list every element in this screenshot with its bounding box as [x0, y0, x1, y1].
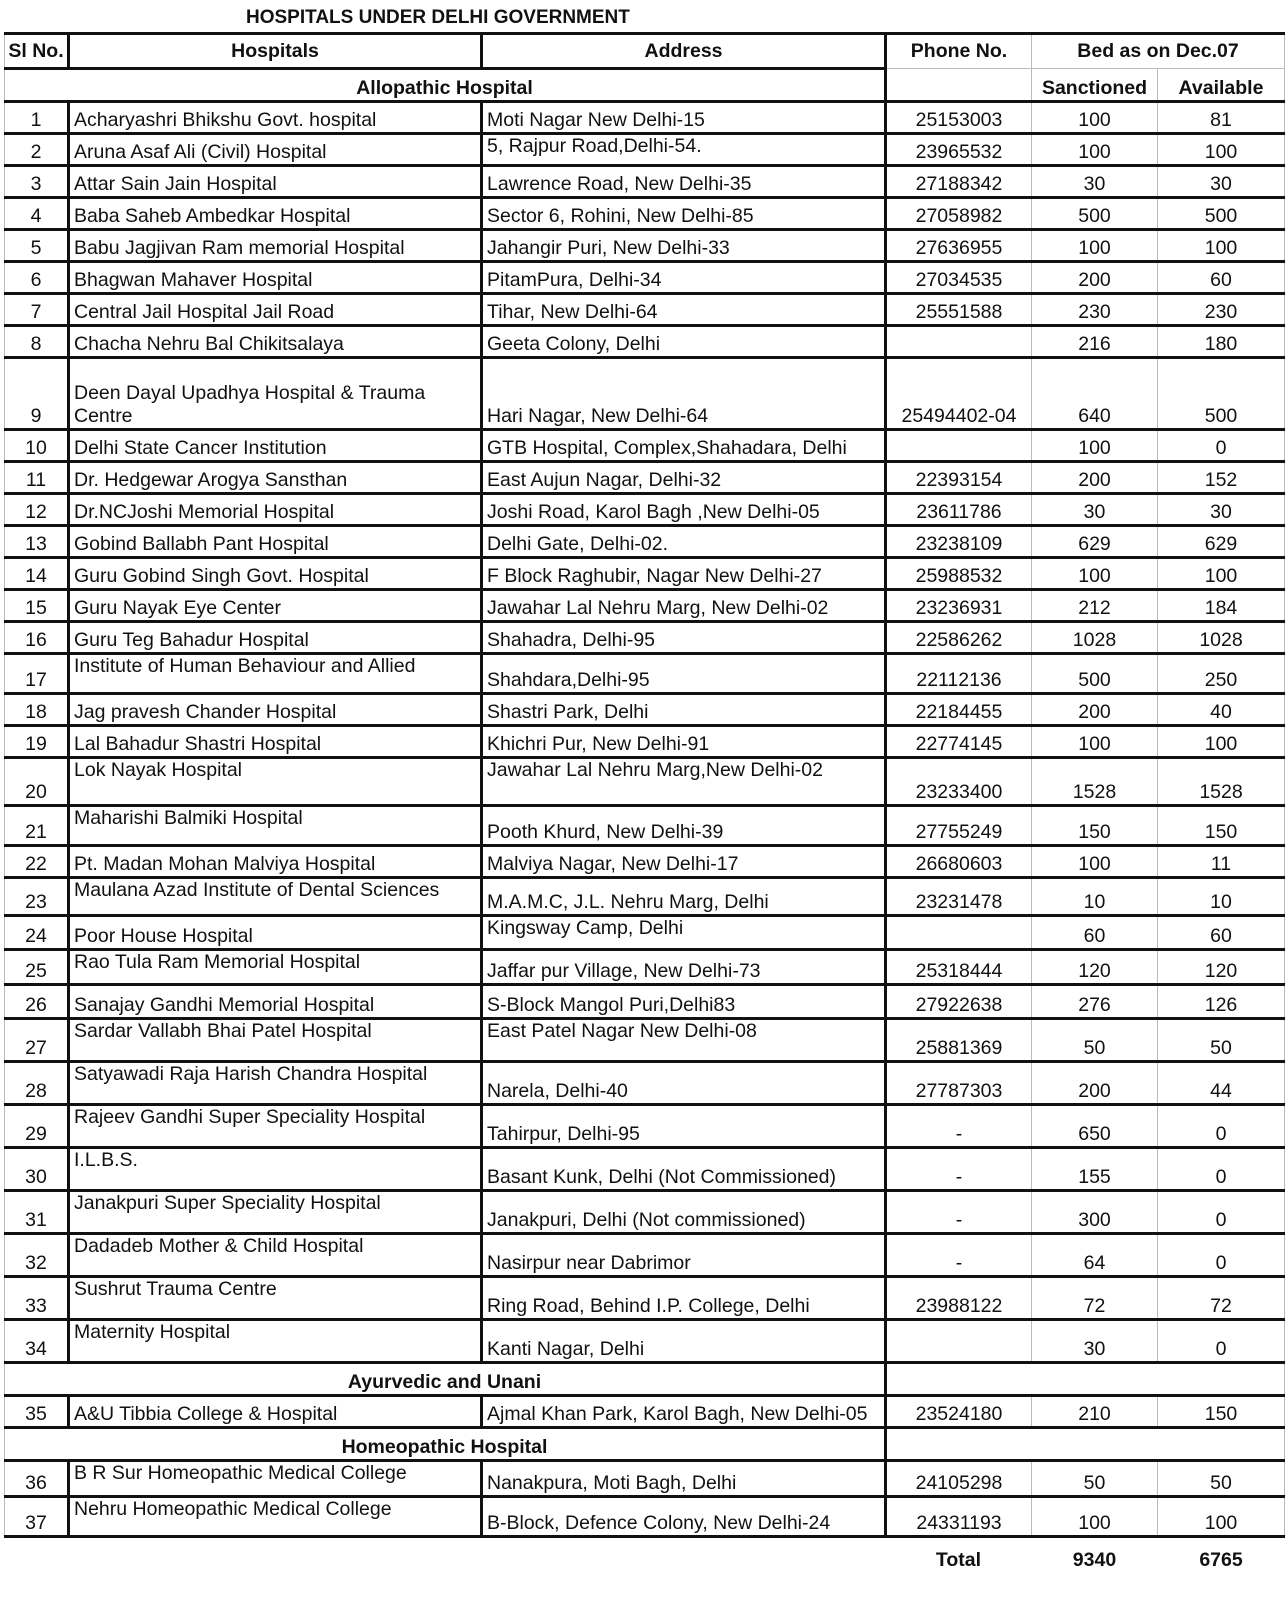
row-phone: 25551588 [886, 294, 1032, 326]
row-phone: 23238109 [886, 526, 1032, 558]
row-address: Khichri Pur, New Delhi-91 [482, 726, 886, 758]
table-row [5, 654, 1285, 694]
row-hospital-name: I.L.B.S. [69, 1148, 482, 1191]
row-address: Jawahar Lal Nehru Marg,New Delhi-02 [482, 758, 886, 806]
row-available: 0 [1158, 1105, 1285, 1148]
total-label: Total [935, 1549, 982, 1571]
row-sl: 28 [5, 1062, 69, 1105]
row-sanctioned: 200 [1032, 462, 1158, 494]
row-hospital-name: Dr.NCJoshi Memorial Hospital [69, 494, 482, 526]
row-sl: 15 [5, 590, 69, 622]
table-row [5, 1234, 1285, 1277]
row-hospital-name: Lok Nayak Hospital [69, 758, 482, 806]
row-sanctioned: 500 [1032, 654, 1158, 694]
row-phone: 23231478 [886, 878, 1032, 916]
phone-cell-empty [886, 69, 1032, 102]
row-sanctioned: 100 [1032, 846, 1158, 878]
row-hospital-name: Sushrut Trauma Centre [69, 1277, 482, 1320]
row-phone: - [886, 1148, 1032, 1191]
row-sl: 36 [5, 1461, 69, 1497]
row-address: Ring Road, Behind I.P. College, Delhi [482, 1277, 886, 1320]
row-sanctioned: 650 [1032, 1105, 1158, 1148]
row-available: 152 [1158, 462, 1285, 494]
row-available: 120 [1158, 950, 1285, 985]
row-hospital-name: Guru Teg Bahadur Hospital [69, 622, 482, 654]
row-address: Narela, Delhi-40 [482, 1062, 886, 1105]
page-title: HOSPITALS UNDER DELHI GOVERNMENT [246, 7, 630, 28]
row-address: East Patel Nagar New Delhi-08 [482, 1019, 886, 1062]
row-sanctioned: 640 [1032, 358, 1158, 430]
section-blank [886, 1363, 1285, 1396]
row-address: B-Block, Defence Colony, New Delhi-24 [482, 1497, 886, 1537]
section-row [5, 1363, 1285, 1396]
col-header-phone: Phone No. [886, 34, 1032, 69]
row-available: 100 [1158, 558, 1285, 590]
row-sanctioned: 1528 [1032, 758, 1158, 806]
row-hospital-name: Sardar Vallabh Bhai Patel Hospital [69, 1019, 482, 1062]
row-available: 0 [1158, 430, 1285, 462]
table-row [5, 230, 1285, 262]
row-sanctioned: 10 [1032, 878, 1158, 916]
row-hospital-name: Nehru Homeopathic Medical College [69, 1497, 482, 1537]
row-sl: 24 [5, 916, 69, 950]
row-phone: 24105298 [886, 1461, 1032, 1497]
row-address: GTB Hospital, Complex,Shahadara, Delhi [482, 430, 886, 462]
row-phone: 23611786 [886, 494, 1032, 526]
table-row [5, 1320, 1285, 1363]
row-hospital-name: Aruna Asaf Ali (Civil) Hospital [69, 134, 482, 166]
row-address: Tihar, New Delhi-64 [482, 294, 886, 326]
row-available: 250 [1158, 654, 1285, 694]
row-hospital-name: B R Sur Homeopathic Medical College [69, 1461, 482, 1497]
row-available: 10 [1158, 878, 1285, 916]
row-hospital-name: Satyawadi Raja Harish Chandra Hospital [69, 1062, 482, 1105]
row-sanctioned: 30 [1032, 494, 1158, 526]
row-phone: 27188342 [886, 166, 1032, 198]
row-phone: 23965532 [886, 134, 1032, 166]
row-phone: 23524180 [886, 1396, 1032, 1428]
row-available: 72 [1158, 1277, 1285, 1320]
row-hospital-name: Rajeev Gandhi Super Speciality Hospital [69, 1105, 482, 1148]
table-row [5, 950, 1285, 985]
row-sanctioned: 30 [1032, 166, 1158, 198]
row-sl: 21 [5, 806, 69, 846]
row-sl: 16 [5, 622, 69, 654]
row-sl: 3 [5, 166, 69, 198]
row-hospital-name: Dr. Hedgewar Arogya Sansthan [69, 462, 482, 494]
row-phone [886, 326, 1032, 358]
row-address: Shastri Park, Delhi [482, 694, 886, 726]
row-available: 184 [1158, 590, 1285, 622]
row-hospital-name: Attar Sain Jain Hospital [69, 166, 482, 198]
hospitals-table [4, 32, 1285, 1572]
col-header-address: Address [482, 34, 886, 69]
row-hospital-name: Dadadeb Mother & Child Hospital [69, 1234, 482, 1277]
row-available: 230 [1158, 294, 1285, 326]
row-phone: 27787303 [886, 1062, 1032, 1105]
row-sl: 23 [5, 878, 69, 916]
row-hospital-name: Acharyashri Bhikshu Govt. hospital [69, 102, 482, 134]
table-row [5, 262, 1285, 294]
table-row [5, 198, 1285, 230]
row-sanctioned: 1028 [1032, 622, 1158, 654]
table-row [5, 102, 1285, 134]
table-row [5, 558, 1285, 590]
row-available: 126 [1158, 985, 1285, 1019]
row-hospital-name: Guru Gobind Singh Govt. Hospital [69, 558, 482, 590]
table-row [5, 622, 1285, 654]
row-address: F Block Raghubir, Nagar New Delhi-27 [482, 558, 886, 590]
row-phone [886, 916, 1032, 950]
row-address: Lawrence Road, New Delhi-35 [482, 166, 886, 198]
section-label: Allopathic Hospital [5, 69, 886, 102]
row-address: Hari Nagar, New Delhi-64 [482, 358, 886, 430]
table-row [5, 1019, 1285, 1062]
row-sanctioned: 100 [1032, 134, 1158, 166]
row-available: 60 [1158, 262, 1285, 294]
row-sanctioned: 100 [1032, 726, 1158, 758]
row-hospital-name: Maternity Hospital [69, 1320, 482, 1363]
row-available: 1028 [1158, 622, 1285, 654]
row-sanctioned: 629 [1032, 526, 1158, 558]
row-address: 5, Rajpur Road,Delhi-54. [482, 134, 886, 166]
row-sl: 22 [5, 846, 69, 878]
table-row [5, 694, 1285, 726]
table-row [5, 430, 1285, 462]
row-phone: 25318444 [886, 950, 1032, 985]
row-hospital-name: Jag pravesh Chander Hospital [69, 694, 482, 726]
table-row [5, 590, 1285, 622]
row-sl: 7 [5, 294, 69, 326]
table-row [5, 1461, 1285, 1497]
row-sanctioned: 200 [1032, 262, 1158, 294]
row-address: Moti Nagar New Delhi-15 [482, 102, 886, 134]
row-address: Ajmal Khan Park, Karol Bagh, New Delhi-05 [482, 1396, 886, 1428]
row-sl: 31 [5, 1191, 69, 1234]
row-phone: 23233400 [886, 758, 1032, 806]
row-phone: 27755249 [886, 806, 1032, 846]
row-address: PitamPura, Delhi-34 [482, 262, 886, 294]
row-sl: 12 [5, 494, 69, 526]
row-hospital-name: Chacha Nehru Bal Chikitsalaya [69, 326, 482, 358]
row-sl: 6 [5, 262, 69, 294]
col-header-beds: Bed as on Dec.07 [1032, 34, 1285, 69]
row-sl: 37 [5, 1497, 69, 1537]
row-sanctioned: 230 [1032, 294, 1158, 326]
row-address: Shahdara,Delhi-95 [482, 654, 886, 694]
row-address: M.A.M.C, J.L. Nehru Marg, Delhi [482, 878, 886, 916]
row-sl: 20 [5, 758, 69, 806]
row-address: Delhi Gate, Delhi-02. [482, 526, 886, 558]
row-available: 50 [1158, 1461, 1285, 1497]
table-row [5, 1396, 1285, 1428]
section-label: Homeopathic Hospital [5, 1428, 886, 1461]
row-sanctioned: 212 [1032, 590, 1158, 622]
table-row [5, 758, 1285, 806]
row-available: 60 [1158, 916, 1285, 950]
row-sanctioned: 120 [1032, 950, 1158, 985]
table-row [5, 358, 1285, 430]
row-sl: 32 [5, 1234, 69, 1277]
row-phone: 27636955 [886, 230, 1032, 262]
row-available: 30 [1158, 166, 1285, 198]
row-available: 150 [1158, 1396, 1285, 1428]
table-row [5, 916, 1285, 950]
row-sanctioned: 200 [1032, 694, 1158, 726]
row-phone: 25881369 [886, 1019, 1032, 1062]
table-row [5, 878, 1285, 916]
row-phone: 22184455 [886, 694, 1032, 726]
row-sanctioned: 72 [1032, 1277, 1158, 1320]
row-sanctioned: 100 [1032, 102, 1158, 134]
row-sl: 9 [5, 358, 69, 430]
row-phone: 25988532 [886, 558, 1032, 590]
row-hospital-name: A&U Tibbia College & Hospital [69, 1396, 482, 1428]
row-available: 30 [1158, 494, 1285, 526]
row-phone: 27034535 [886, 262, 1032, 294]
row-available: 100 [1158, 134, 1285, 166]
row-sl: 26 [5, 985, 69, 1019]
row-available: 100 [1158, 726, 1285, 758]
table-row [5, 1148, 1285, 1191]
row-hospital-name: Rao Tula Ram Memorial Hospital [69, 950, 482, 985]
row-hospital-name: Guru Nayak Eye Center [69, 590, 482, 622]
row-address: Joshi Road, Karol Bagh ,New Delhi-05 [482, 494, 886, 526]
row-sanctioned: 50 [1032, 1461, 1158, 1497]
table-row [5, 846, 1285, 878]
row-sl: 18 [5, 694, 69, 726]
row-sl: 19 [5, 726, 69, 758]
row-hospital-name: Babu Jagjivan Ram memorial Hospital [69, 230, 482, 262]
row-available: 629 [1158, 526, 1285, 558]
row-address: East Aujun Nagar, Delhi-32 [482, 462, 886, 494]
row-hospital-name: Institute of Human Behaviour and Allied [69, 654, 482, 694]
row-available: 0 [1158, 1148, 1285, 1191]
row-hospital-name: Bhagwan Mahaver Hospital [69, 262, 482, 294]
row-sanctioned: 155 [1032, 1148, 1158, 1191]
row-address: Kingsway Camp, Delhi [482, 916, 886, 950]
table-row [5, 166, 1285, 198]
row-sl: 2 [5, 134, 69, 166]
row-sl: 11 [5, 462, 69, 494]
row-sl: 14 [5, 558, 69, 590]
row-phone: 22393154 [886, 462, 1032, 494]
total-spacer [5, 1537, 886, 1573]
table-row [5, 985, 1285, 1019]
hospital-sheet [4, 0, 1284, 1572]
row-hospital-name: Poor House Hospital [69, 916, 482, 950]
row-sl: 1 [5, 102, 69, 134]
row-sl: 35 [5, 1396, 69, 1428]
row-hospital-name: Gobind Ballabh Pant Hospital [69, 526, 482, 558]
table-row [5, 806, 1285, 846]
row-hospital-name: Central Jail Hospital Jail Road [69, 294, 482, 326]
row-phone: 23988122 [886, 1277, 1032, 1320]
row-phone: 27922638 [886, 985, 1032, 1019]
row-address: Shahadra, Delhi-95 [482, 622, 886, 654]
table-row [5, 1497, 1285, 1537]
row-hospital-name: Baba Saheb Ambedkar Hospital [69, 198, 482, 230]
row-sl: 13 [5, 526, 69, 558]
row-phone: 23236931 [886, 590, 1032, 622]
row-sl: 34 [5, 1320, 69, 1363]
row-available: 81 [1158, 102, 1285, 134]
table-row [5, 134, 1285, 166]
row-available: 180 [1158, 326, 1285, 358]
row-available: 150 [1158, 806, 1285, 846]
section-row [5, 1428, 1285, 1461]
row-available: 40 [1158, 694, 1285, 726]
row-address: Nasirpur near Dabrimor [482, 1234, 886, 1277]
row-sanctioned: 150 [1032, 806, 1158, 846]
row-hospital-name: Sanajay Gandhi Memorial Hospital [69, 985, 482, 1019]
section-blank [886, 1428, 1285, 1461]
row-address: Jawahar Lal Nehru Marg, New Delhi-02 [482, 590, 886, 622]
table-row [5, 1105, 1285, 1148]
row-phone: 22774145 [886, 726, 1032, 758]
row-sanctioned: 60 [1032, 916, 1158, 950]
row-sanctioned: 276 [1032, 985, 1158, 1019]
col-header-sl: Sl No. [5, 34, 69, 69]
table-row [5, 526, 1285, 558]
row-sanctioned: 30 [1032, 1320, 1158, 1363]
table-row [5, 462, 1285, 494]
table-body [5, 69, 1285, 1573]
row-available: 100 [1158, 1497, 1285, 1537]
row-available: 0 [1158, 1234, 1285, 1277]
row-sanctioned: 100 [1032, 558, 1158, 590]
col-header-hospitals: Hospitals [69, 34, 482, 69]
row-phone: 24331193 [886, 1497, 1032, 1537]
row-hospital-name: Deen Dayal Upadhya Hospital & Trauma Centre [69, 358, 482, 430]
row-address: Basant Kunk, Delhi (Not Commissioned) [482, 1148, 886, 1191]
row-address: Kanti Nagar, Delhi [482, 1320, 886, 1363]
row-address: Nanakpura, Moti Bagh, Delhi [482, 1461, 886, 1497]
table-row [5, 726, 1285, 758]
row-sl: 5 [5, 230, 69, 262]
row-address: Pooth Khurd, New Delhi-39 [482, 806, 886, 846]
row-address: Sector 6, Rohini, New Delhi-85 [482, 198, 886, 230]
total-row [5, 1537, 1285, 1573]
table-row [5, 1277, 1285, 1320]
row-sanctioned: 100 [1032, 430, 1158, 462]
row-sl: 27 [5, 1019, 69, 1062]
available-header: Available [1158, 69, 1285, 102]
row-phone [886, 430, 1032, 462]
row-hospital-name: Maulana Azad Institute of Dental Sciences [69, 878, 482, 916]
row-available: 0 [1158, 1320, 1285, 1363]
row-available: 11 [1158, 846, 1285, 878]
row-sl: 33 [5, 1277, 69, 1320]
section-row [5, 69, 1285, 102]
row-address: Jahangir Puri, New Delhi-33 [482, 230, 886, 262]
row-sl: 17 [5, 654, 69, 694]
table-row [5, 326, 1285, 358]
row-sanctioned: 216 [1032, 326, 1158, 358]
row-sanctioned: 300 [1032, 1191, 1158, 1234]
row-phone: - [886, 1191, 1032, 1234]
row-sanctioned: 200 [1032, 1062, 1158, 1105]
row-sanctioned: 50 [1032, 1019, 1158, 1062]
row-address: Janakpuri, Delhi (Not commissioned) [482, 1191, 886, 1234]
table-row [5, 1191, 1285, 1234]
sanctioned-header: Sanctioned [1032, 69, 1158, 102]
row-phone: 22586262 [886, 622, 1032, 654]
section-label: Ayurvedic and Unani [5, 1363, 886, 1396]
row-available: 100 [1158, 230, 1285, 262]
total-available: 6765 [1199, 1549, 1243, 1571]
row-hospital-name: Janakpuri Super Speciality Hospital [69, 1191, 482, 1234]
row-hospital-name: Lal Bahadur Shastri Hospital [69, 726, 482, 758]
row-available: 0 [1158, 1191, 1285, 1234]
row-phone: 27058982 [886, 198, 1032, 230]
row-address: Tahirpur, Delhi-95 [482, 1105, 886, 1148]
row-hospital-name: Delhi State Cancer Institution [69, 430, 482, 462]
row-sl: 10 [5, 430, 69, 462]
row-sanctioned: 100 [1032, 230, 1158, 262]
table-row [5, 494, 1285, 526]
row-available: 500 [1158, 358, 1285, 430]
row-phone: 25153003 [886, 102, 1032, 134]
row-sl: 25 [5, 950, 69, 985]
row-sl: 30 [5, 1148, 69, 1191]
row-sanctioned: 210 [1032, 1396, 1158, 1428]
table-row [5, 294, 1285, 326]
row-available: 1528 [1158, 758, 1285, 806]
row-phone: 22112136 [886, 654, 1032, 694]
row-available: 50 [1158, 1019, 1285, 1062]
row-sanctioned: 500 [1032, 198, 1158, 230]
row-phone: 25494402-04 [886, 358, 1032, 430]
row-phone: - [886, 1105, 1032, 1148]
row-address: Malviya Nagar, New Delhi-17 [482, 846, 886, 878]
row-phone [886, 1320, 1032, 1363]
row-address: S-Block Mangol Puri,Delhi83 [482, 985, 886, 1019]
row-phone: 26680603 [886, 846, 1032, 878]
row-sl: 4 [5, 198, 69, 230]
row-sl: 29 [5, 1105, 69, 1148]
row-hospital-name: Pt. Madan Mohan Malviya Hospital [69, 846, 482, 878]
row-available: 44 [1158, 1062, 1285, 1105]
row-sanctioned: 100 [1032, 1497, 1158, 1537]
total-sanctioned: 9340 [1072, 1549, 1117, 1571]
row-sl: 8 [5, 326, 69, 358]
row-address: Jaffar pur Village, New Delhi-73 [482, 950, 886, 985]
table-row [5, 1062, 1285, 1105]
row-sanctioned: 64 [1032, 1234, 1158, 1277]
row-phone: - [886, 1234, 1032, 1277]
row-address: Geeta Colony, Delhi [482, 326, 886, 358]
row-hospital-name: Maharishi Balmiki Hospital [69, 806, 482, 846]
row-available: 500 [1158, 198, 1285, 230]
